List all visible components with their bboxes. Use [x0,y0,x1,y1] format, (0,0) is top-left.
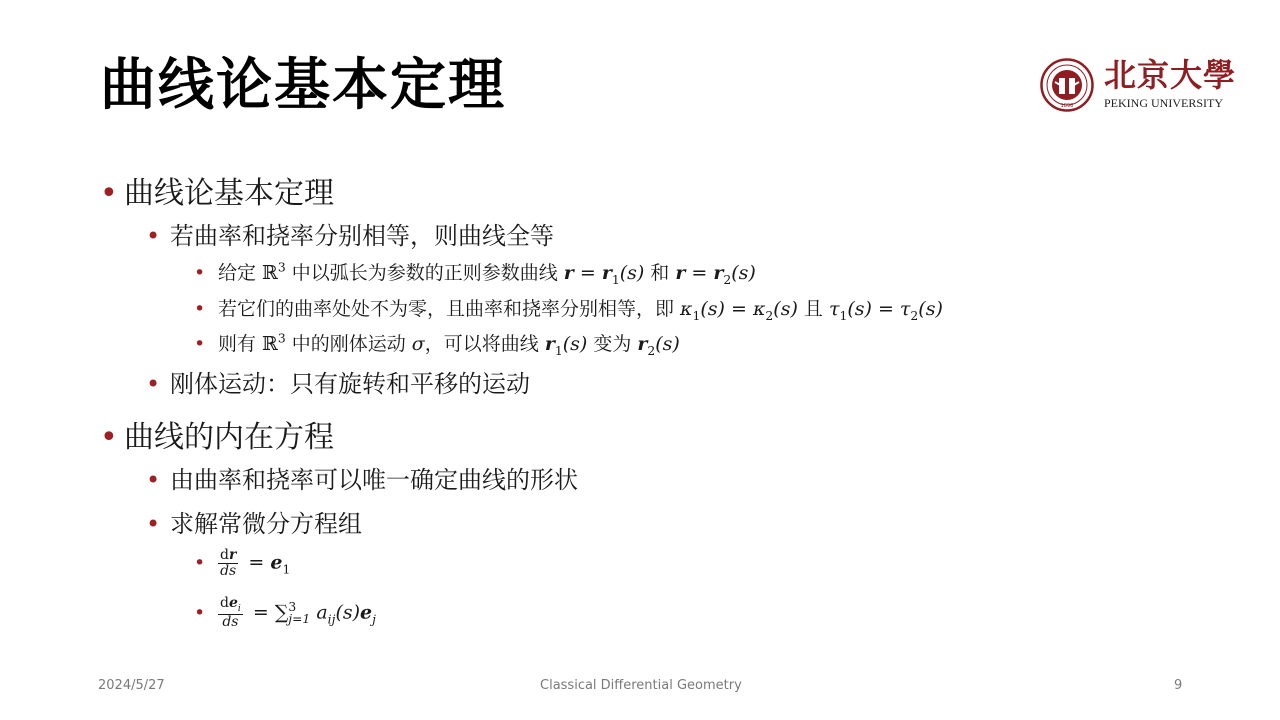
slide-title: 曲线论基本定理 [100,52,506,118]
fraction-dr-ds: $\frac{dr}{ds}$ [220,547,237,579]
bullet-dot: • [194,333,206,355]
bullet-solve-ode [146,504,362,539]
fraction-de-ds: $\frac{de_i}{ds}$ [220,595,241,631]
footer-date: 2024/5/27 [98,678,165,693]
bullet-fundamental-theorem [100,168,334,212]
equation-dr-ds: • $\frac{dr}{ds}$ = $e_1$ [194,547,291,579]
bullet-rigid-motion-def [146,364,530,399]
bullet-dot: • [194,298,206,320]
bullet-dot: • [194,601,206,624]
bullet-dot: • [100,176,118,211]
logo-english-name: PEKING UNIVERSITY [1104,96,1223,110]
bullet-text: 由曲率和挠率可以唯一确定曲线的形状 [170,466,578,494]
bullet-dot: • [146,370,161,398]
bullet-dot: • [194,551,206,574]
bullet-dot: • [146,510,161,538]
footer-page-number: 9 [1174,678,1183,693]
logo-chinese-name: 北京大學 [1104,56,1237,94]
bullet-given-curves: • 给定 ℝ$^3$ 中以弧长为参数的正则参数曲线 $r = r_1(s)$ 和 $r = r_2(s)$ [194,260,756,287]
bullet-dot: • [194,262,206,284]
bullet-text: 刚体运动：只有旋转和平移的运动 [170,370,530,398]
bullet-curvature-equal: • 若它们的曲率处处不为零，且曲率和挠率分别相等，即 $\kappa_1(s) = \kappa_2(s)$ 且 $\tau_1(s) = \tau_2(s)$ [194,298,943,323]
bullet-intrinsic-equation [100,412,334,456]
bullet-text: 求解常微分方程组 [170,510,362,538]
footer-course-title: Classical Differential Geometry [540,678,742,693]
svg-text:1898: 1898 [1060,103,1074,109]
bullet-rigid-motion-exists: • 则有 ℝ$^3$ 中的刚体运动 σ，可以将曲线 $r_1(s)$ 变为 $r_2(s)$ [194,331,680,358]
bullet-text: 曲线的内在方程 [124,420,334,455]
university-logo [1040,58,1240,114]
bullet-uniquely-determine [146,460,578,495]
university-seal-icon [1040,58,1094,112]
equation-de-ds: • $\frac{de_i}{ds}$ = ∑$^3_{j=1}$ $a_{ij}(s)e_j$ [194,595,376,631]
bullet-dot: • [100,420,118,455]
bullet-dot: • [146,466,161,494]
bullet-dot: • [146,222,161,250]
bullet-congruence [146,216,554,251]
bullet-text: 曲线论基本定理 [124,176,334,211]
bullet-text: 若曲率和挠率分别相等，则曲线全等 [170,222,554,250]
